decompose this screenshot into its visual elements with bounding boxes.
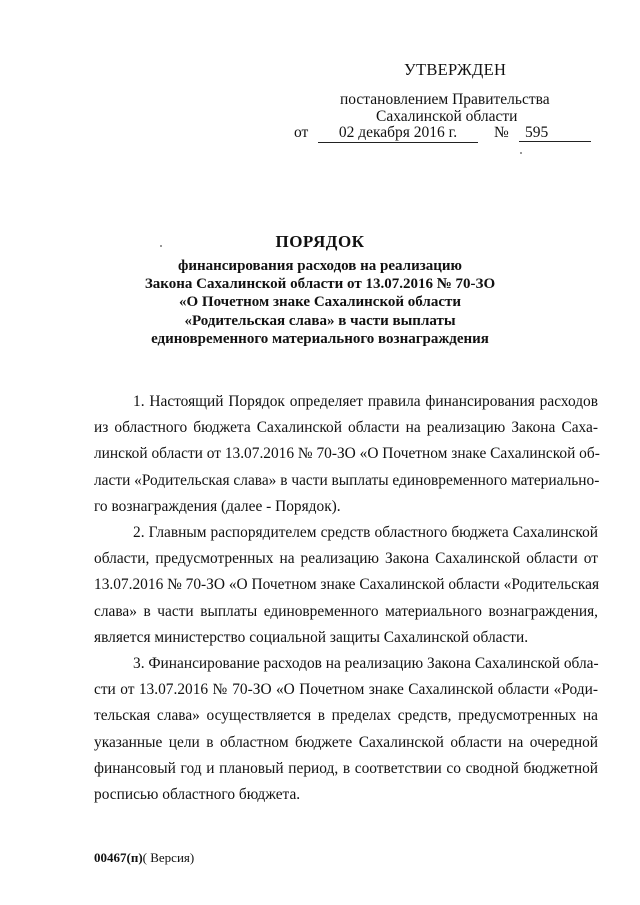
approval-title: УТВЕРЖДЕН	[404, 60, 507, 79]
subtitle-line: финансирования расходов на реализацию	[177, 258, 463, 274]
date-prefix-label: от	[294, 124, 309, 141]
text-line: 3. Финансирование расходов на реализацию Закона Сахалинской обла-	[133, 655, 599, 673]
document-code	[94, 850, 194, 866]
document-title: ПОРЯДОК	[275, 232, 365, 251]
text-line: из областного бюджета Сахалинской области на реализацию Закона Саха-	[94, 419, 598, 437]
scan-speck	[520, 152, 522, 154]
text-line: росписью областного бюджета.	[94, 786, 301, 804]
text-line: является министерство социальной защиты Сахалинской области.	[94, 628, 529, 646]
approval-reference	[294, 124, 594, 144]
text-line: сти от 13.07.2016 № 70-ЗО «О Почетном знаке Сахалинской области «Роди-	[94, 681, 598, 699]
paragraph-1	[94, 389, 598, 520]
document-code-number: 00467(п)	[94, 850, 143, 865]
approval-date: 02 декабря 2016 г.	[318, 124, 478, 143]
text-line: 1. Настоящий Порядок определяет правила финансирования расходов	[133, 393, 598, 410]
approval-number: 595	[519, 124, 591, 142]
document-subtitle	[0, 257, 640, 348]
text-line: указанные цели в областном бюджете Сахалинской области на очередной	[94, 733, 598, 751]
text-line: ласти «Родительская слава» в части выплаты единовременного материально-	[94, 471, 600, 489]
text-line: слава» в части выплаты единовременного материального вознаграждения,	[94, 602, 598, 620]
number-sign-label: №	[494, 124, 509, 141]
subtitle-line: единовременного материального вознаграждения	[151, 330, 489, 347]
approval-issuer-line1: постановлением Правительства	[340, 91, 550, 108]
document-body	[94, 389, 598, 808]
approval-issuer-line2: Сахалинской области	[376, 108, 518, 125]
text-line: го вознаграждения (далее - Порядок).	[94, 497, 341, 515]
paragraph-3	[94, 651, 598, 808]
subtitle-line: Закона Сахалинской области от 13.07.2016 № 70-ЗО	[144, 276, 496, 293]
text-line: области, предусмотренных на реализацию Закона Сахалинской области от	[94, 550, 598, 568]
text-line: линской области от 13.07.2016 № 70-ЗО «О Почетном знаке Сахалинской об-	[94, 445, 600, 463]
subtitle-line: «Родительская слава» в части выплаты	[184, 312, 456, 329]
text-line: 13.07.2016 № 70-ЗО «О Почетном знаке Сахалинской области «Родительская	[94, 576, 600, 594]
text-line: финансовый год и плановый период, в соответствии со сводной бюджетной	[94, 759, 598, 777]
document-version-label: ( Версия)	[142, 850, 195, 865]
paragraph-2	[94, 520, 598, 651]
text-line: 2. Главным распорядителем средств областного бюджета Сахалинской	[133, 524, 598, 542]
subtitle-line: «О Почетном знаке Сахалинской области	[178, 294, 462, 311]
text-line: тельская слава» осуществляется в пределах средств, предусмотренных на	[94, 707, 598, 725]
